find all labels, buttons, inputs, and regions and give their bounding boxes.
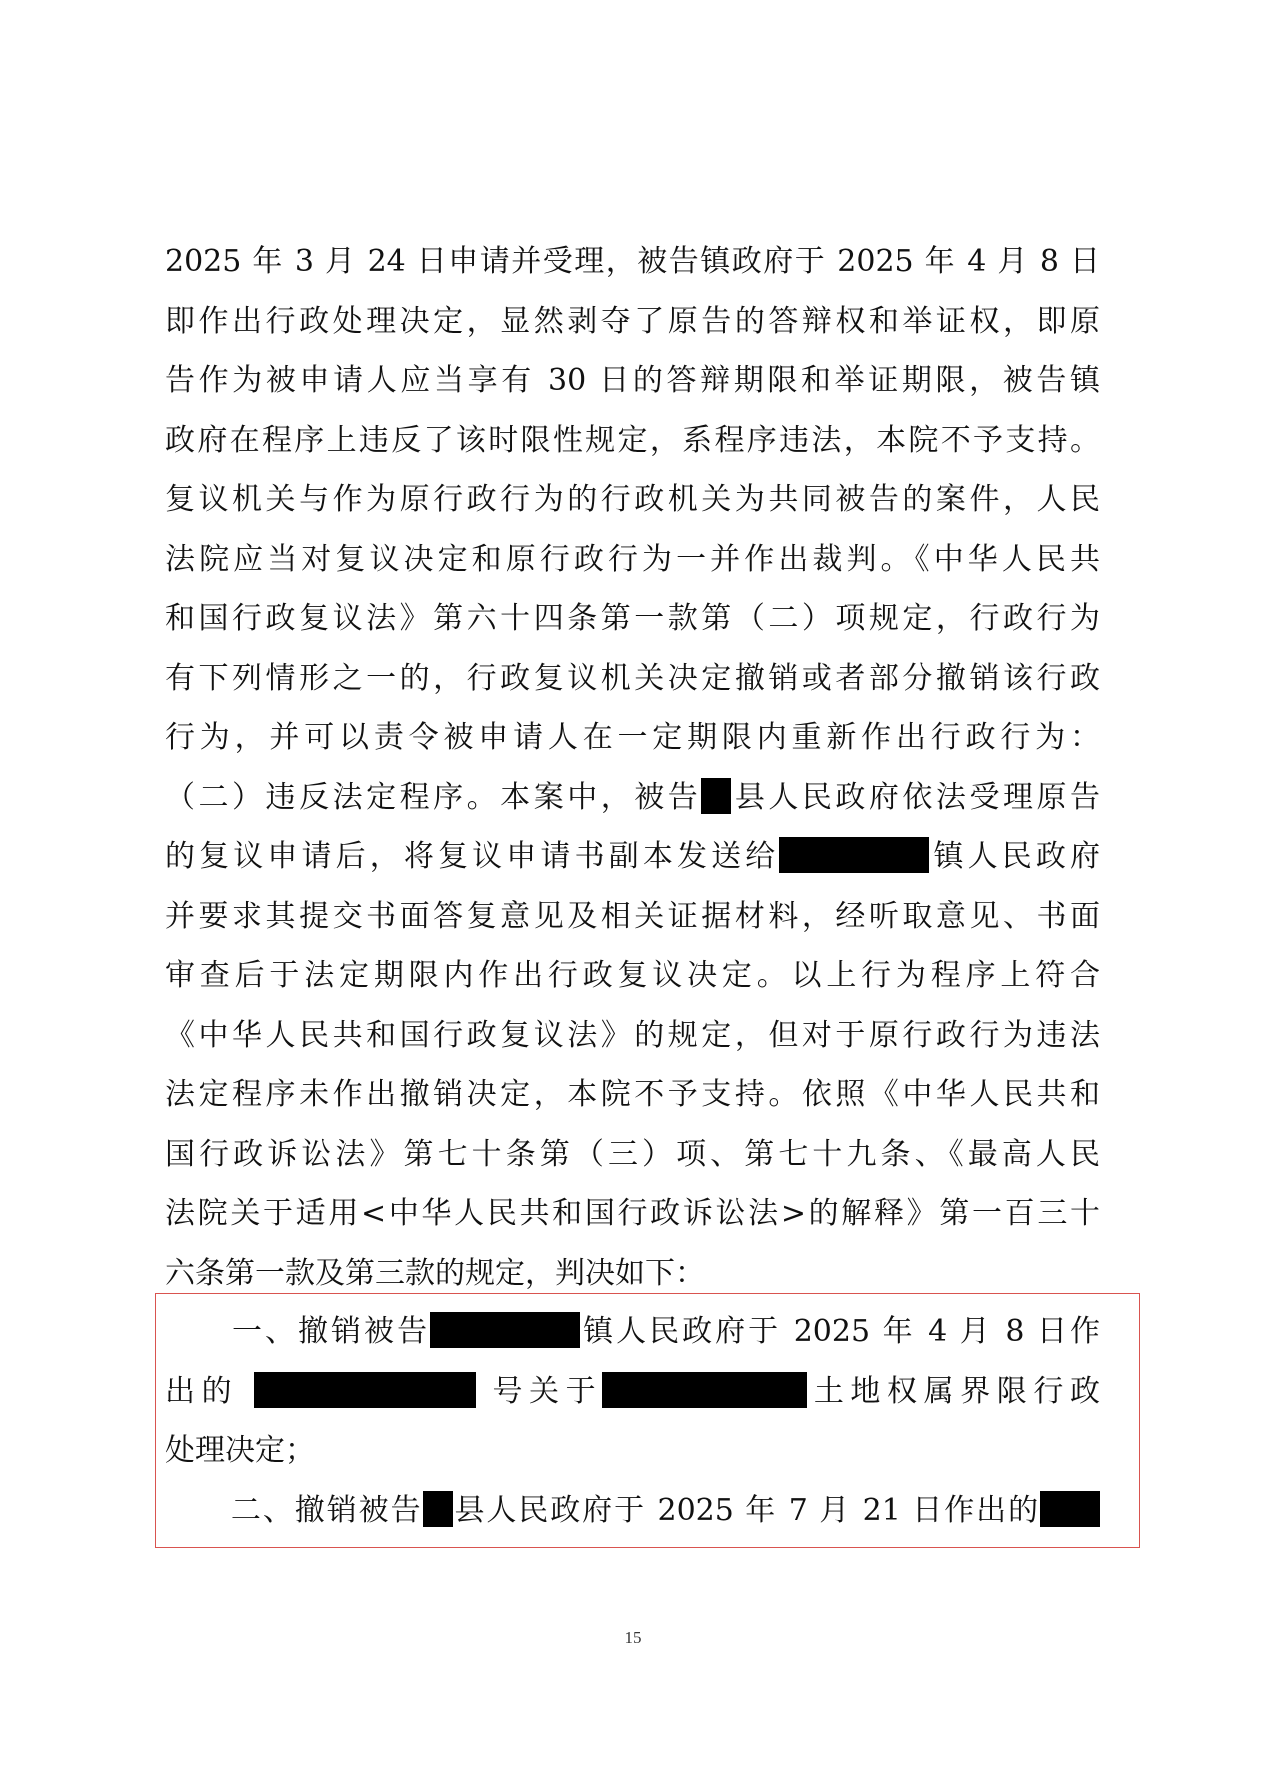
text-segment: 县人民政府于 2025 年 7 月 21 日作出的 xyxy=(452,1492,1041,1528)
text-line: 法定程序未作出撤销决定，本院不予支持。依照《中华人民共和 xyxy=(165,1077,1100,1112)
text-line: 和国行政复议法》第六十四条第一款第（二）项规定，行政行为 xyxy=(165,601,1100,636)
redaction-block xyxy=(701,778,731,814)
text-segment: 县人民政府依法受理原告 xyxy=(731,779,1101,815)
redaction-block xyxy=(254,1372,476,1408)
text-line: 《中华人民共和国行政复议法》的规定，但对于原行政行为违法 xyxy=(165,1017,1100,1053)
redaction-block xyxy=(1040,1491,1100,1527)
text-line: 法院应当对复议决定和原行政行为一并作出裁判。《中华人民共 xyxy=(165,541,1100,577)
text-segment: 的复议申请后，将复议申请书副本发送给 xyxy=(165,839,780,874)
text-segment: （二）违反法定程序。本案中，被告 xyxy=(165,779,702,815)
verdict-line xyxy=(165,1362,1100,1422)
text-segment: 镇人民政府 xyxy=(929,839,1101,874)
text-segment: 一、撤销被告 xyxy=(229,1314,431,1349)
text-line: 复议机关与作为原行政行为的行政机关为共同被告的案件，人民 xyxy=(165,482,1100,517)
verdict-text xyxy=(165,1302,1100,1540)
judgment-body-text xyxy=(165,232,1100,1303)
text-line: 政府在程序上违反了该时限性规定，系程序违法，本院不予支持。 xyxy=(165,422,1100,458)
text-line xyxy=(165,768,1100,828)
text-line: 告作为被申请人应当享有 30 日的答辩期限和举证期限，被告镇 xyxy=(165,363,1100,398)
verdict-line xyxy=(165,1302,1100,1362)
text-segment: 二、撤销被告 xyxy=(229,1492,423,1528)
text-segment: 号关于 xyxy=(492,1373,603,1409)
text-line: 有下列情形之一的，行政复议机关决定撤销或者部分撤销该行政 xyxy=(165,660,1100,696)
text-line: 法院关于适用<中华人民共和国行政诉讼法>的解释》第一百三十 xyxy=(165,1196,1100,1231)
redaction-block xyxy=(423,1491,453,1527)
page-number: 15 xyxy=(624,1628,642,1647)
verdict-line: 处理决定； xyxy=(165,1433,315,1468)
text-line: 并要求其提交书面答复意见及相关证据材料，经听取意见、书面 xyxy=(165,898,1100,934)
redaction-block xyxy=(779,837,929,873)
text-segment: 镇人民政府于 2025 年 4 月 8 日作 xyxy=(580,1314,1100,1349)
redaction-block xyxy=(430,1312,580,1348)
text-segment: 出的 xyxy=(165,1373,239,1409)
redaction-block xyxy=(602,1372,807,1408)
text-line: 六条第一款及第三款的规定，判决如下： xyxy=(165,1255,705,1291)
text-line: 审查后于法定期限内作出行政复议决定。以上行为程序上符合 xyxy=(165,958,1100,993)
text-line: 国行政诉讼法》第七十条第（三）项、第七十九条、《最高人民 xyxy=(165,1136,1100,1172)
text-line: 行为，并可以责令被申请人在一定期限内重新作出行政行为： xyxy=(165,720,1100,755)
text-line xyxy=(165,827,1100,887)
text-line: 2025 年 3 月 24 日申请并受理，被告镇政府于 2025 年 4 月 8 日 xyxy=(165,244,1100,279)
verdict-line xyxy=(165,1481,1100,1541)
text-line: 即作出行政处理决定，显然剥夺了原告的答辩权和举证权，即原 xyxy=(165,303,1100,339)
text-segment: 土地权属界限行政 xyxy=(807,1373,1100,1409)
